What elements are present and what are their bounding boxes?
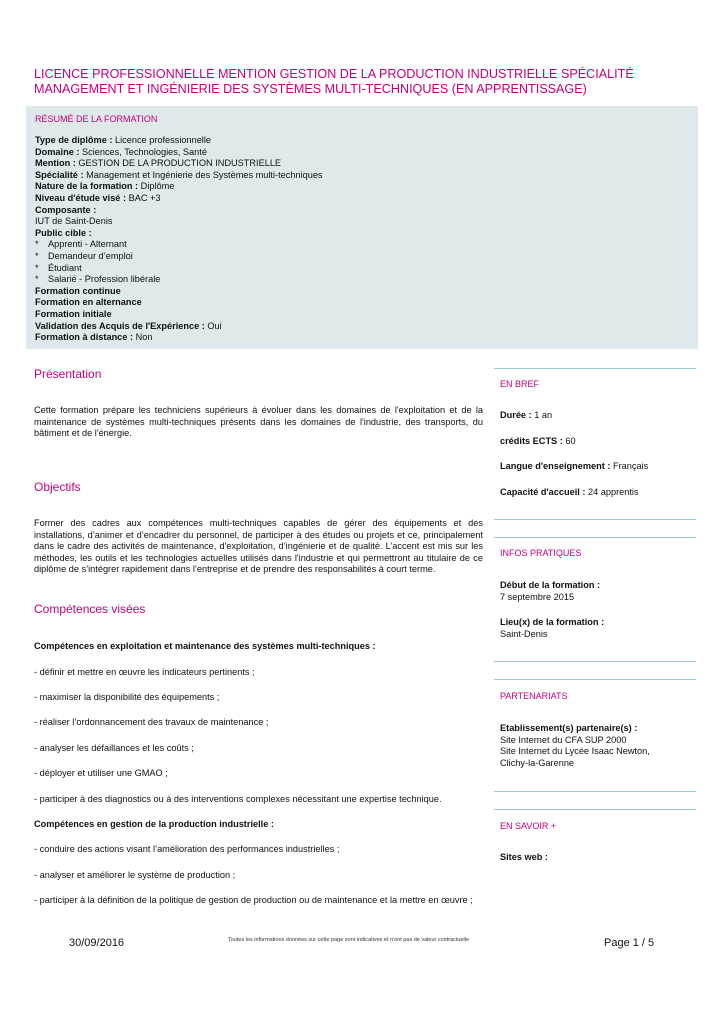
competence-item: - conduire des actions visant l’amélioration des performances industrielles ;	[34, 844, 340, 854]
partner-link[interactable]: Site Internet du CFA SUP 2000	[500, 734, 627, 745]
en-savoir-plus-heading: EN SAVOIR +	[500, 821, 557, 831]
competences-heading: Compétences visées	[34, 602, 146, 616]
competence-item: - déployer et utiliser une GMAO ;	[34, 768, 168, 778]
infos-pratiques-heading: INFOS PRATIQUES	[500, 548, 582, 558]
public-cible-label: Public cible :	[35, 227, 92, 238]
resume-content	[35, 113, 685, 344]
objectifs-text: Former des cadres aux compétences multi-techniques capables de gérer des équipements et des installations, d’animer et d’encadrer du personnel, de participer à des études ou projets et ce, principalement dans le cadre des activités de maintenance, d'exploitation, d’ingénierie et de qualité. L’accent est mis sur les méthodes, les outils et les technologies actuelles utilisés dans l'industrie et qui permettront au titulaire de ce diplôme de s’intégrer rapidement dans l’entreprise et de prendre des responsabilités à court terme.	[34, 518, 483, 575]
formation-distance: Formation à distance : Non	[35, 332, 153, 343]
langue-enseignement: Langue d'enseignement : Français	[500, 461, 649, 471]
composante-label: Composante :	[35, 204, 97, 215]
competence-item: - maximiser la disponibilité des équipements ;	[34, 692, 220, 702]
divider	[494, 679, 696, 680]
competence-item: - participer à la définition de la politique de gestion de production ou de maintenance et la mettre en œuvre ;	[34, 895, 473, 905]
competences-sub-exploitation: Compétences en exploitation et maintenance des systèmes multi-techniques :	[34, 641, 376, 651]
partenariats-heading: PARTENARIATS	[500, 691, 568, 701]
specialite: Spécialité : Management et Ingénierie des Systèmes multi-techniques	[35, 169, 323, 180]
nature-formation: Nature de la formation : Diplôme	[35, 181, 175, 192]
vae: Validation des Acquis de l'Expérience : Oui	[35, 320, 222, 331]
resume-heading: RÉSUMÉ DE LA FORMATION	[35, 114, 158, 124]
presentation-heading: Présentation	[34, 367, 102, 381]
footer-date: 30/09/2016	[69, 937, 125, 949]
en-bref-heading: EN BREF	[500, 379, 540, 389]
partner-link[interactable]: Site Internet du Lycée Isaac Newton,	[500, 746, 650, 757]
competence-item: - réaliser l’ordonnancement des travaux de maintenance ;	[34, 717, 269, 727]
domaine: Domaine : Sciences, Technologies, Santé	[35, 146, 207, 157]
page-number: Page 1 / 5	[604, 937, 655, 949]
sites-web: Sites web :	[500, 852, 548, 862]
competence-item: - définir et mettre en œuvre les indicateurs pertinents ;	[34, 667, 255, 677]
presentation-text: Cette formation prépare les techniciens supérieurs à évoluer dans les domaines de l'exploitation et de la maintenance de systèmes multi-techniques présents dans les domaines de l'industrie, des transports, du bâtiment et de l'énergie.	[34, 405, 483, 439]
divider	[494, 809, 696, 810]
formation-initiale: Formation initiale	[35, 308, 112, 319]
public-item: * Apprenti - Alternant	[35, 239, 127, 250]
divider	[494, 661, 696, 662]
page-title	[34, 67, 694, 97]
lieu-formation: Lieu(x) de la formation : Saint-Denis	[500, 617, 605, 639]
etablissements-partenaires: Etablissement(s) partenaire(s) : Site Internet du CFA SUP 2000 Site Internet du Lycée Isaac Newton, Clichy-la-Garenne	[500, 723, 650, 768]
type-diplome: Type de diplôme : Licence professionnelle	[35, 135, 211, 145]
title-line-2: MANAGEMENT ET INGÉNIERIE DES SYSTÈMES MULTI-TECHNIQUES (EN APPRENTISSAGE)	[34, 82, 587, 96]
mention: Mention : GESTION DE LA PRODUCTION INDUSTRIELLE	[35, 158, 282, 169]
composante-value: IUT de Saint-Denis	[35, 216, 113, 227]
competence-item: - analyser et améliorer le système de production ;	[34, 870, 236, 880]
formation-continue: Formation continue	[35, 285, 121, 296]
divider	[494, 791, 696, 792]
duree: Durée : 1 an	[500, 410, 553, 420]
credits-ects: crédits ECTS : 60	[500, 436, 576, 446]
competence-item: - participer à des diagnostics ou à des interventions complexes nécessitant une expertise technique.	[34, 794, 442, 804]
objectifs-heading: Objectifs	[34, 480, 81, 494]
niveau-etude: Niveau d'étude visé : BAC +3	[35, 192, 161, 203]
debut-formation: Début de la formation : 7 septembre 2015	[500, 580, 601, 602]
public-item: * Demandeur d’emploi	[35, 250, 133, 261]
public-item: * Salarié - Profession libérale	[35, 274, 161, 285]
divider	[494, 368, 696, 369]
divider	[494, 519, 696, 520]
resume-box	[26, 106, 698, 349]
formation-alternance: Formation en alternance	[35, 297, 142, 308]
title-line-1: LICENCE PROFESSIONNELLE MENTION GESTION DE LA PRODUCTION INDUSTRIELLE SPÉCIALITÉ	[34, 67, 634, 81]
competence-item: - analyser les défaillances et les coûts ;	[34, 743, 194, 753]
divider	[494, 537, 696, 538]
public-item: * Étudiant	[35, 262, 82, 273]
footer-disclaimer: Toutes les informations données sur cette page sont indicatives et n'ont pas de valeur contractuelle	[228, 937, 470, 943]
competences-sub-production: Compétences en gestion de la production industrielle :	[34, 819, 274, 829]
capacite-accueil: Capacité d'accueil : 24 apprentis	[500, 487, 639, 497]
